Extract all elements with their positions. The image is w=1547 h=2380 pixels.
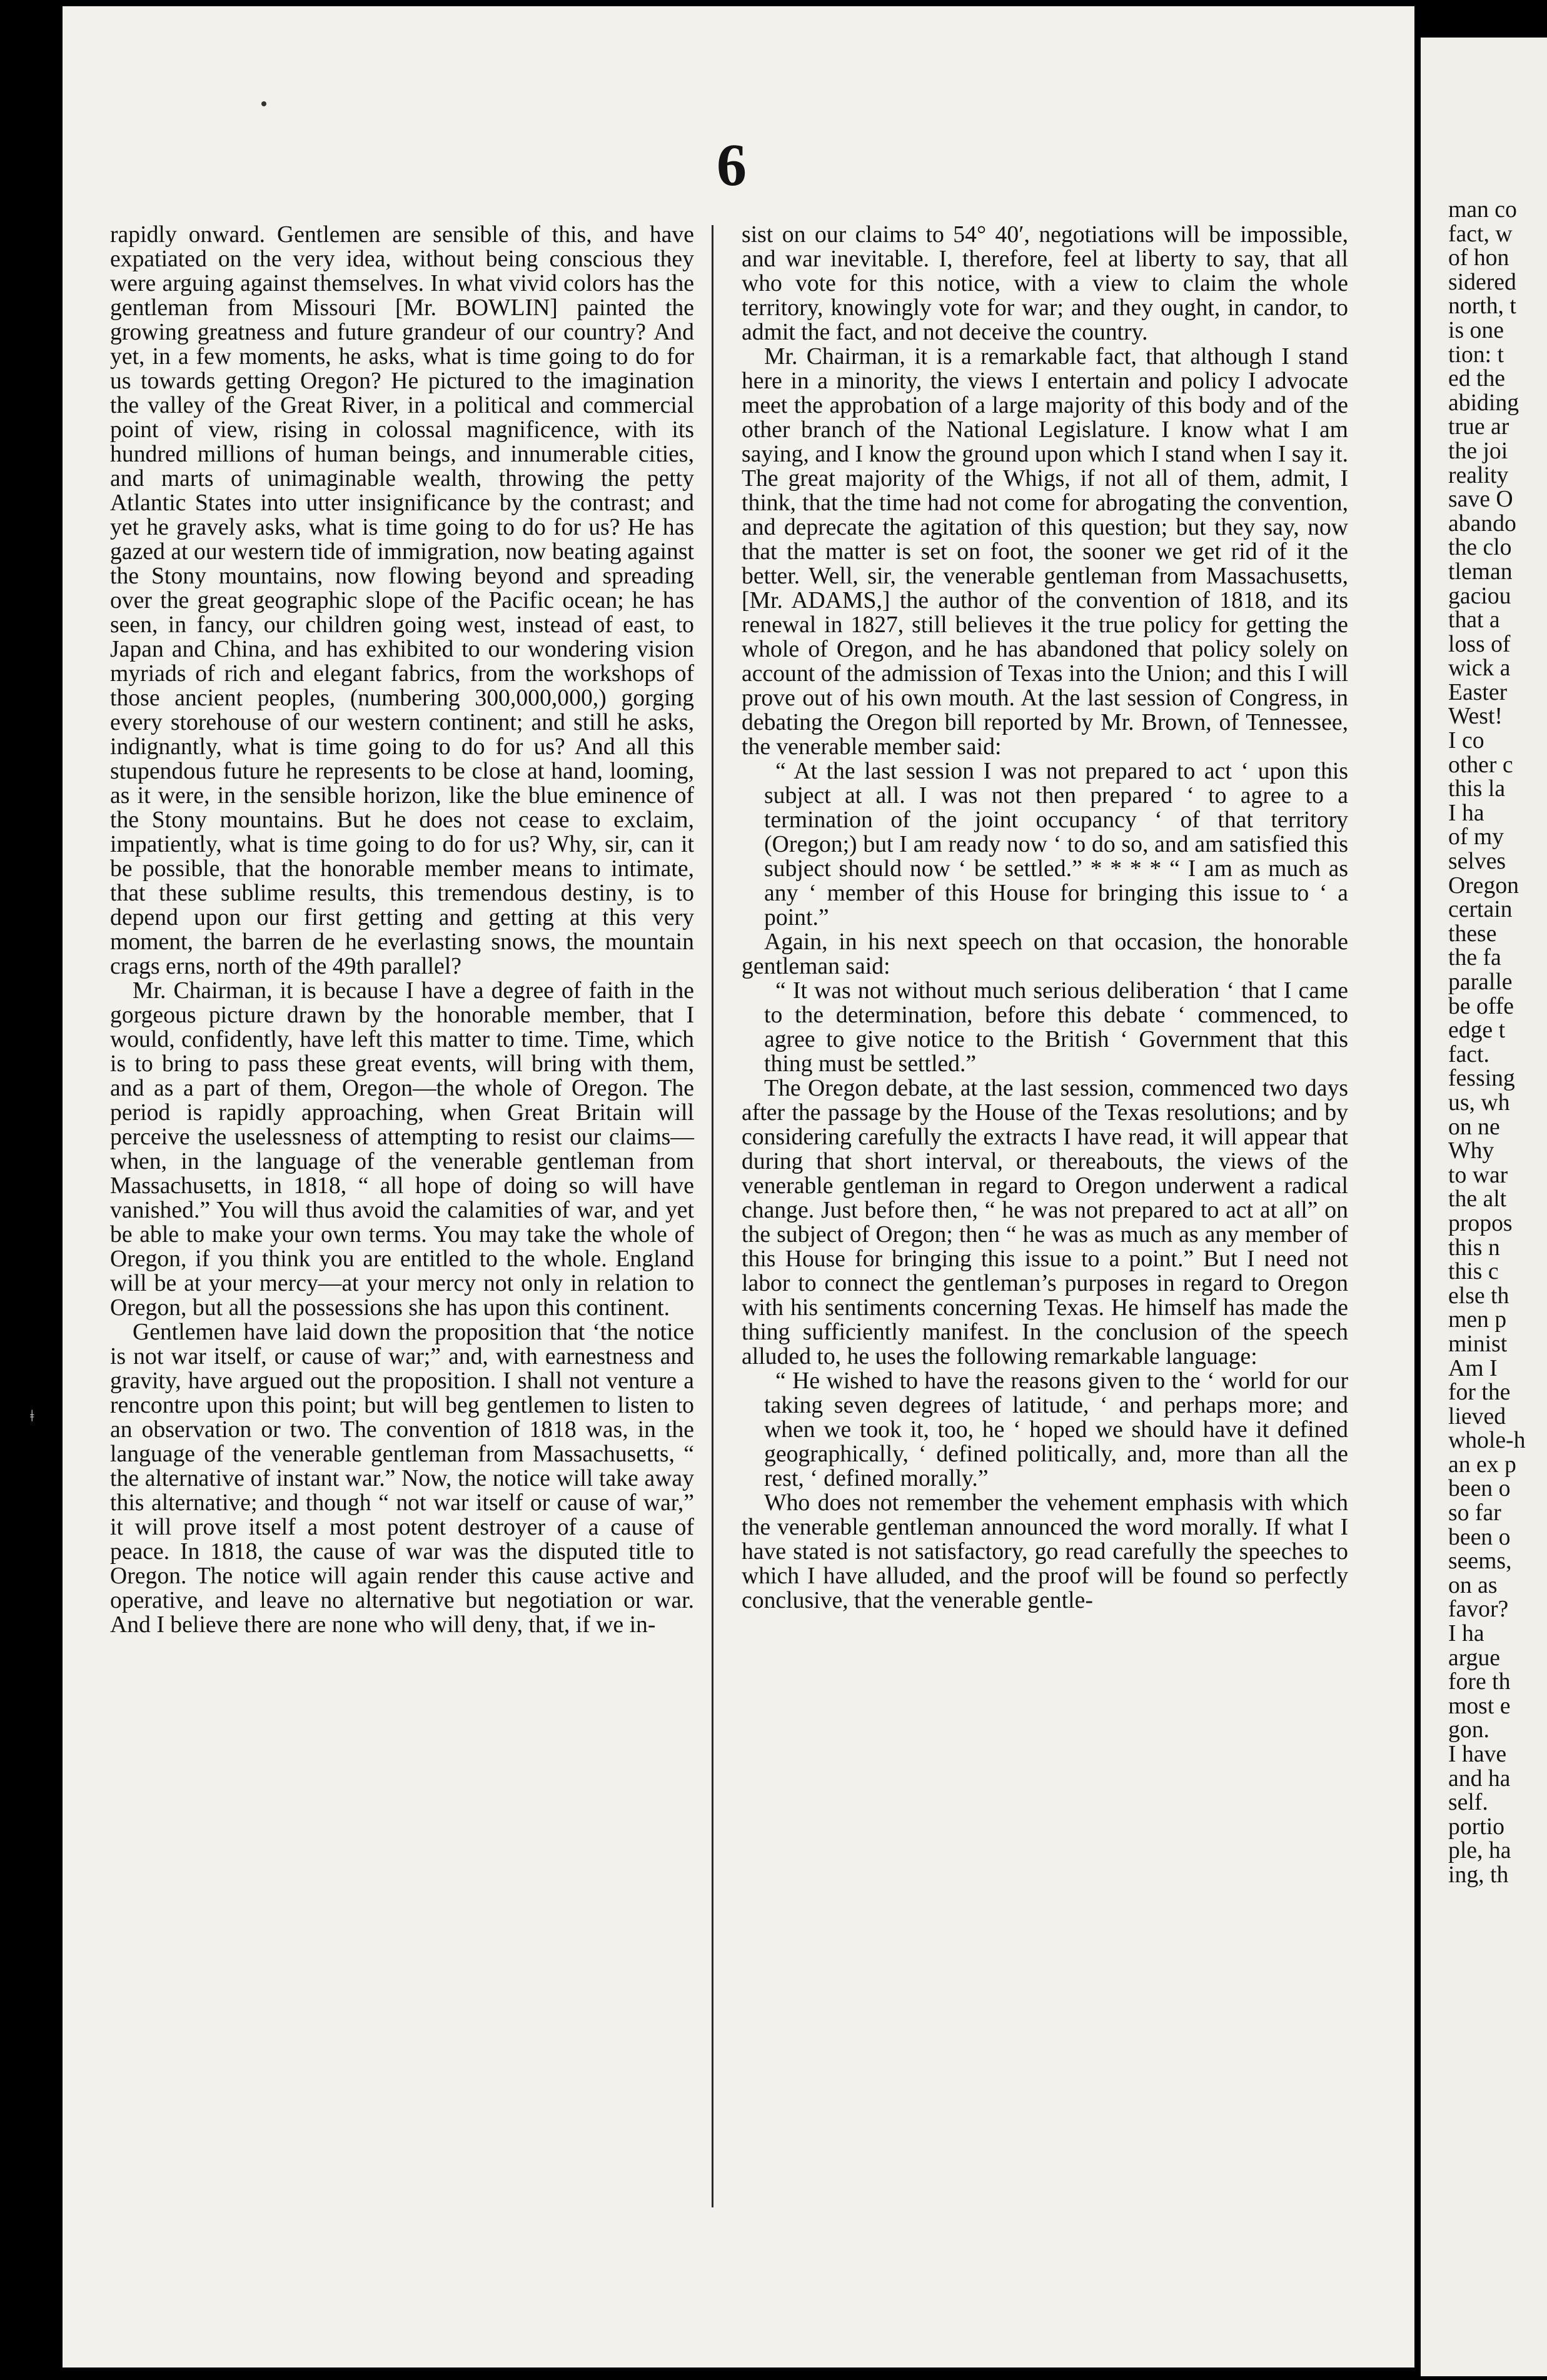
- paragraph: Mr. Chairman, it is a remarkable fact, that although I stand here in a minority, the views I entertain and policy I advocate meet the approbation of a large majority of this body and of the other branch of the National Legislature. I know what I am saying, and I know the ground upon which I stand when I say it. The great majority of the Whigs, if not all of them, admit, I think, that the time had not come for abrogating the convention, and deprecate the agitation of this question; but they say, now that the matter is set on foot, the sooner we get rid of it the better. Well, sir, the venerable gentleman from Massachusetts, [Mr. ADAMS,] the author of the convention of 1818, and its renewal in 1827, still believes it the true policy for getting the whole of Oregon, and he has abandoned that policy solely on account of the admission of Texas into the Union; and this I will prove out of his own mouth. At the last session of Congress, in debating the Oregon bill reported by Mr. Brown, of Tennessee, the venerable member said:: [742, 343, 1348, 760]
- adjacent-page-line: most e: [1448, 1692, 1511, 1719]
- adjacent-page-line: Why: [1448, 1137, 1494, 1164]
- adjacent-page-line: these: [1448, 920, 1497, 947]
- margin-mark: ǂ: [30, 1407, 34, 1425]
- adjacent-page-line: gaciou: [1448, 582, 1511, 609]
- adjacent-page-line: ed the: [1448, 365, 1506, 392]
- paragraph: “ He wished to have the reasons given to the ‘ world for our taking seven degrees of latitude, ‘ and perhaps more; and when we took it, too, he ‘ hoped we should have it defined geographically, ‘ defined politically, and, more than all the rest, ‘ defined morally.”: [764, 1368, 1348, 1491]
- adjacent-page-line: selves: [1448, 848, 1506, 875]
- adjacent-page-line: the joi: [1448, 437, 1508, 464]
- adjacent-page-line: been o: [1448, 1475, 1511, 1502]
- adjacent-page-line: us, wh: [1448, 1089, 1510, 1116]
- adjacent-page-line: an ex p: [1448, 1451, 1516, 1478]
- adjacent-page-line: so far: [1448, 1500, 1501, 1526]
- adjacent-page-line: fore th: [1448, 1668, 1511, 1695]
- adjacent-page-line: this la: [1448, 775, 1506, 802]
- adjacent-page-line: abando: [1448, 510, 1516, 537]
- paragraph: rapidly onward. Gentlemen are sensible of this, and have expatiated on the very idea, without being conscious they were arguing against themselves. In what vivid colors has the gentleman from Missouri [Mr. BOWLIN] painted the growing greatness and future grandeur of our country? And yet, in a few moments, he asks, what is time going to do for us towards getting Oregon? He pictured to the imagination the valley of the Great River, in a political and commercial point of view, rising in colossal magnificence, with its hundred millions of human beings, and innumerable cities, and marts of unimaginable wealth, throwing the petty Atlantic States into utter insignificance by the contrast; and yet he gravely asks, what is time going to do for us? He has gazed at our western tide of immigration, now beating against the Stony mountains, now flowing beyond and spreading over the great geographic slope of the Pacific ocean; he has seen, in fancy, our children going west, instead of east, to Japan and China, and has exhibited to our wondering vision myriads of rich and elegant fabrics, from the workshops of those ancient peoples, (numbering 300,000,000,) gorging every storehouse of our western continent; and still he asks, indignantly, what is time going to do for us? And all this stupendous future he represents to be close at hand, looming, as it were, in the sensible horizon, like the blue eminence of the Stony mountains. But he does not cease to exclaim, impatiently, what is time going to do for us? Why, sir, can it be possible, that the honorable member means to intimate, that these sublime results, this tremendous destiny, is to depend upon our first getting and getting at this very moment, the barren de he everlasting snows, the mountain crags erns, north of the 49th parallel?: [110, 221, 694, 979]
- adjacent-page-line: edge t: [1448, 1017, 1506, 1044]
- adjacent-page-line: this n: [1448, 1234, 1500, 1261]
- adjacent-page-line: I ha: [1448, 799, 1484, 826]
- adjacent-page-line: the clo: [1448, 534, 1512, 561]
- column-divider: [712, 225, 713, 2207]
- adjacent-page-line: certain: [1448, 896, 1513, 923]
- adjacent-page-line: ple, ha: [1448, 1837, 1511, 1864]
- text-column-right: [742, 223, 1348, 1613]
- adjacent-page-line: abiding: [1448, 389, 1519, 416]
- adjacent-page-line: of hon: [1448, 245, 1509, 271]
- adjacent-page-line: else th: [1448, 1282, 1509, 1309]
- adjacent-page-line: tleman: [1448, 558, 1513, 585]
- adjacent-page-line: save O: [1448, 486, 1513, 513]
- adjacent-page-line: fact.: [1448, 1041, 1489, 1067]
- adjacent-page-line: fessing: [1448, 1065, 1515, 1092]
- adjacent-page-line: wick a: [1448, 655, 1511, 682]
- adjacent-page-line: and ha: [1448, 1765, 1511, 1792]
- adjacent-page-line: on as: [1448, 1571, 1498, 1598]
- adjacent-page-line: Am I: [1448, 1354, 1498, 1381]
- adjacent-page-line: true ar: [1448, 413, 1509, 440]
- paragraph: Who does not remember the vehement emphasis with which the venerable gentleman announced the word morally. If what I have stated is not satisfactory, go read carefully the speeches to which I have alluded, and the proof will be found so perfectly conclusive, that the venerable gentle-: [742, 1490, 1348, 1613]
- adjacent-page-line: sidered: [1448, 268, 1516, 295]
- adjacent-page-line: be offe: [1448, 992, 1514, 1019]
- adjacent-page-line: ing, th: [1448, 1861, 1509, 1888]
- adjacent-page-line: been o: [1448, 1523, 1511, 1550]
- adjacent-page-line: seems,: [1448, 1548, 1512, 1575]
- adjacent-page-line: I co: [1448, 727, 1484, 754]
- adjacent-page-line: man co: [1448, 196, 1517, 223]
- adjacent-page-line: this c: [1448, 1258, 1499, 1285]
- adjacent-page-line: tion: t: [1448, 341, 1504, 368]
- adjacent-page-line: I have: [1448, 1741, 1507, 1767]
- adjacent-page-line: Easter: [1448, 678, 1508, 705]
- adjacent-page-line: paralle: [1448, 969, 1513, 995]
- paragraph: sist on our claims to 54° 40′, negotiations will be impossible, and war inevitable. I, therefore, feel at liberty to say, that all who vote for this notice, with a view to claim the whole territory, knowingly vote for war; and they ought, in candor, to admit the fact, and not deceive the country.: [742, 221, 1348, 345]
- adjacent-page-line: is one: [1448, 316, 1504, 343]
- adjacent-page-line: the alt: [1448, 1186, 1507, 1213]
- adjacent-page-line: north, t: [1448, 293, 1516, 320]
- adjacent-page-line: portio: [1448, 1813, 1505, 1840]
- adjacent-page-line: argue: [1448, 1644, 1501, 1671]
- adjacent-page-line: West!: [1448, 703, 1503, 730]
- page-number: 6: [717, 131, 747, 198]
- adjacent-page-line: self.: [1448, 1789, 1488, 1816]
- paragraph: Mr. Chairman, it is because I have a degree of faith in the gorgeous picture drawn by the honorable member, that I would, confidently, have left this matter to time. Time, which is to bring to pass these great events, will bring with them, and as a part of them, Oregon—the whole of Oregon. The period is rapidly approaching, when Great Britain will perceive the uselessness of attempting to resist our claims—when, in the language of the venerable gentleman from Massachusetts, in 1818, “ all hope of doing so will have vanished.” You will thus avoid the calamities of war, and yet be able to make your own terms. You may take the whole of Oregon, if you think you are entitled to the whole. England will be at your mercy—at your mercy not only in relation to Oregon, but all the possessions she has upon this continent.: [110, 977, 694, 1321]
- adjacent-page-line: I ha: [1448, 1620, 1484, 1647]
- adjacent-page-line: men p: [1448, 1306, 1507, 1333]
- adjacent-page-line: loss of: [1448, 630, 1511, 657]
- adjacent-page-line: Oregon: [1448, 872, 1519, 899]
- paragraph: “ It was not without much serious deliberation ‘ that I came to the determination, before this debate ‘ commenced, to agree to give notice to the British ‘ Government that this thing must be settled.”: [764, 977, 1348, 1077]
- adjacent-page-line: minist: [1448, 1330, 1508, 1357]
- adjacent-page-line: of my: [1448, 824, 1504, 850]
- adjacent-page-line: that a: [1448, 607, 1500, 633]
- adjacent-page-line: lieved: [1448, 1403, 1506, 1430]
- adjacent-page-line: to war: [1448, 1161, 1508, 1188]
- paragraph: Gentlemen have laid down the proposition that ‘the notice is not war itself, or cause of war;” and, with earnestness and gravity, have argued out the proposition. I shall not venture a rencontre upon this point; but will beg gentlemen to listen to an observation or two. The convention of 1818 was, in the language of the venerable gentleman from Massachusetts, “ the alternative of instant war.” Now, the notice will take away this alternative; and though “ not war itself or cause of war,” it will prove itself a most potent destroyer of a cause of peace. In 1818, the cause of war was the disputed title to Oregon. The notice will again render this cause active and operative, and leave no alternative but negotiation or war. And I believe there are none who will deny, that, if we in-: [110, 1319, 694, 1638]
- adjacent-page-line: for the: [1448, 1379, 1511, 1406]
- adjacent-page-line: whole-h: [1448, 1427, 1526, 1454]
- adjacent-page-line: favor?: [1448, 1596, 1509, 1623]
- adjacent-page-text: [1448, 198, 1547, 1887]
- adjacent-page-line: the fa: [1448, 944, 1501, 971]
- adjacent-page-line: on ne: [1448, 1113, 1500, 1140]
- paragraph: The Oregon debate, at the last session, commenced two days after the passage by the House of the Texas resolutions; and by considering carefully the extracts I have read, it will appear that during that short interval, or thereabouts, the views of the venerable gentleman in regard to Oregon underwent a radical change. Just before then, “ he was not prepared to act at all” on the subject of Oregon; then “ he was as much as any member of this House for bringing this issue to a point.” But I need not labor to connect the gentleman’s purposes in regard to Oregon with his sentiments concerning Texas. He himself has made the thing sufficiently manifest. In the conclusion of the speech alluded to, he uses the following remarkable language:: [742, 1075, 1348, 1369]
- adjacent-page-line: gon.: [1448, 1717, 1489, 1743]
- adjacent-page-line: fact, w: [1448, 220, 1513, 247]
- paragraph: Again, in his next speech on that occasion, the honorable gentleman said:: [742, 929, 1348, 979]
- text-column-left: [110, 223, 694, 1637]
- adjacent-page-line: other c: [1448, 751, 1513, 778]
- adjacent-page-line: propos: [1448, 1209, 1513, 1236]
- ink-speck: [261, 101, 266, 106]
- adjacent-page-line: reality: [1448, 461, 1509, 488]
- paragraph: “ At the last session I was not prepared to act ‘ upon this subject at all. I was not then prepared ‘ to agree to a termination of the joint occupancy ‘ of that territory (Oregon;) but I am ready now ‘ to do so, and am satisfied this subject should now ‘ be settled.” * * * * “ I am as much as any ‘ member of this House for bringing this issue to ‘ a point.”: [764, 758, 1348, 930]
